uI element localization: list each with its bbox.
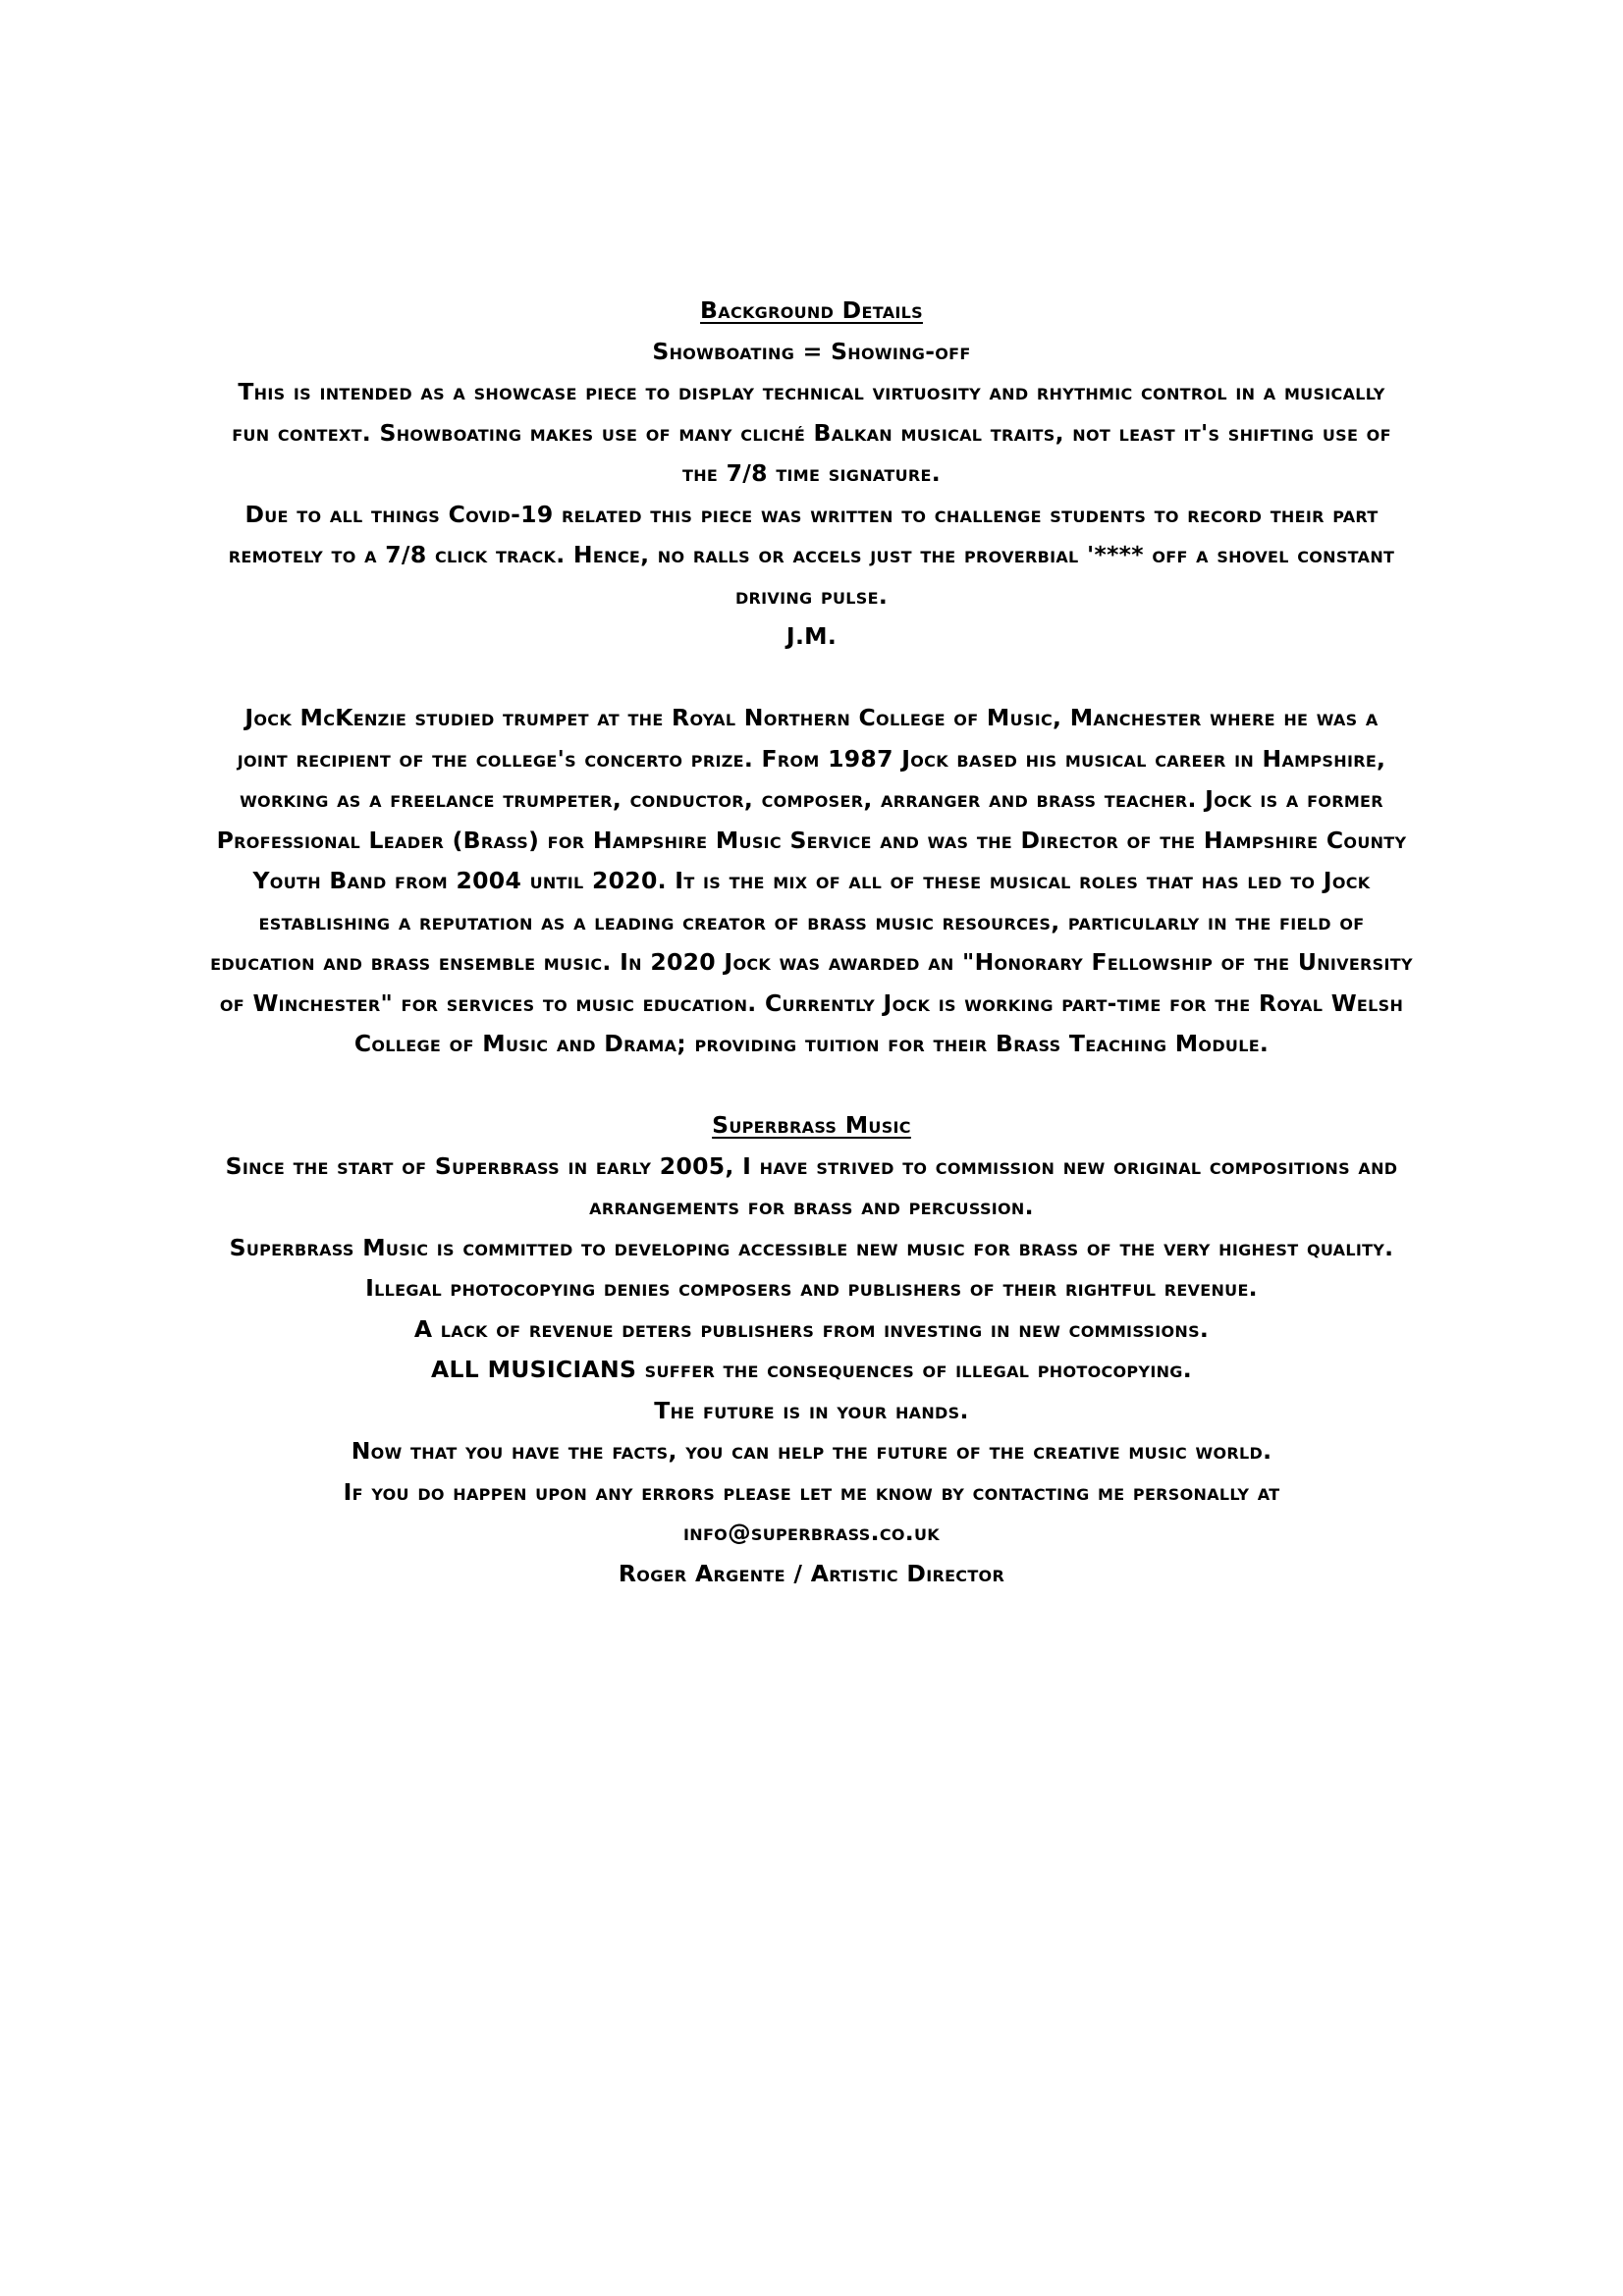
superbrass-line: Illegal photocopying denies composers and publishers of their rightful revenue.	[365, 1274, 1258, 1302]
superbrass-line: arrangements for brass and percussion.	[589, 1193, 1034, 1220]
background-heading: Background Details	[700, 296, 923, 324]
superbrass-line: Superbrass Music is committed to developing accessible new music for brass of the very highest quality.	[229, 1233, 1394, 1261]
biography-line: of Winchester" for services to music education. Currently Jock is working part-time for the Royal Welsh	[219, 988, 1404, 1017]
superbrass-line: The future is in your hands.	[654, 1396, 969, 1424]
paragraph-line: the 7/8 time signature.	[682, 459, 941, 487]
paragraph-line: This is intended as a showcase piece to display technical virtuosity and rhythmic control in a musically	[238, 378, 1385, 405]
section-spacer	[147, 658, 1476, 699]
biography-line: education and brass ensemble music. In 2020 Jock was awarded an "Honorary Fellowship of the University	[210, 948, 1413, 976]
musicians-line	[147, 1350, 1476, 1391]
paragraph-line: remotely to a 7/8 click track. Hence, no ralls or accels just the proverbial '**** off a shovel constant	[228, 541, 1395, 568]
superbrass-line: If you do happen upon any errors please let me know by contacting me personally at	[343, 1477, 1280, 1506]
biography-line: Professional Leader (Brass) for Hampshire Music Service and was the Director of the Hampshire County	[216, 826, 1407, 854]
superbrass-line: Since the start of Superbrass in early 2005, I have strived to commission new original compositions and	[225, 1151, 1398, 1180]
document-page	[147, 291, 1476, 1594]
superbrass-line: A lack of revenue deters publishers from investing in new commissions.	[413, 1314, 1210, 1343]
background-subtitle: Showboating = Showing-off	[652, 337, 971, 365]
musicians-rest: suffer the consequences of illegal photocopying.	[636, 1356, 1192, 1383]
biography-line: Youth Band from 2004 until 2020. It is the mix of all of these musical roles that has led to Jock	[252, 867, 1371, 894]
superbrass-heading: Superbrass Music	[712, 1111, 911, 1139]
paragraph-line: fun context. Showboating makes use of many cliché Balkan musical traits, not least it's shifting use of	[232, 418, 1391, 447]
biography-line: Jock McKenzie studied trumpet at the Royal Northern College of Music, Manchester where he was a	[244, 704, 1379, 731]
paragraph-line: Due to all things Covid-19 related this piece was written to challenge students to record their part	[244, 500, 1379, 528]
musicians-emphasis: ALL MUSICIANS	[431, 1356, 637, 1383]
biography-line: working as a freelance trumpeter, conductor, composer, arranger and brass teacher. Jock is a former	[240, 785, 1383, 813]
superbrass-line: Now that you have the facts, you can help the future of the creative music world.	[351, 1437, 1272, 1465]
biography-line: joint recipient of the college's concerto prize. From 1987 Jock based his musical career in Hampshire,	[237, 744, 1386, 773]
contact-email[interactable]: info@superbrass.co.uk	[683, 1519, 940, 1546]
biography-line: establishing a reputation as a leading creator of brass music resources, particularly in the field of	[258, 907, 1365, 935]
paragraph-line: driving pulse.	[734, 581, 889, 610]
author-initials: J.M.	[785, 622, 838, 650]
section-spacer	[147, 1065, 1476, 1106]
signoff: Roger Argente / Artistic Director	[618, 1559, 1005, 1587]
biography-line: College of Music and Drama; providing tuition for their Brass Teaching Module.	[353, 1030, 1270, 1057]
